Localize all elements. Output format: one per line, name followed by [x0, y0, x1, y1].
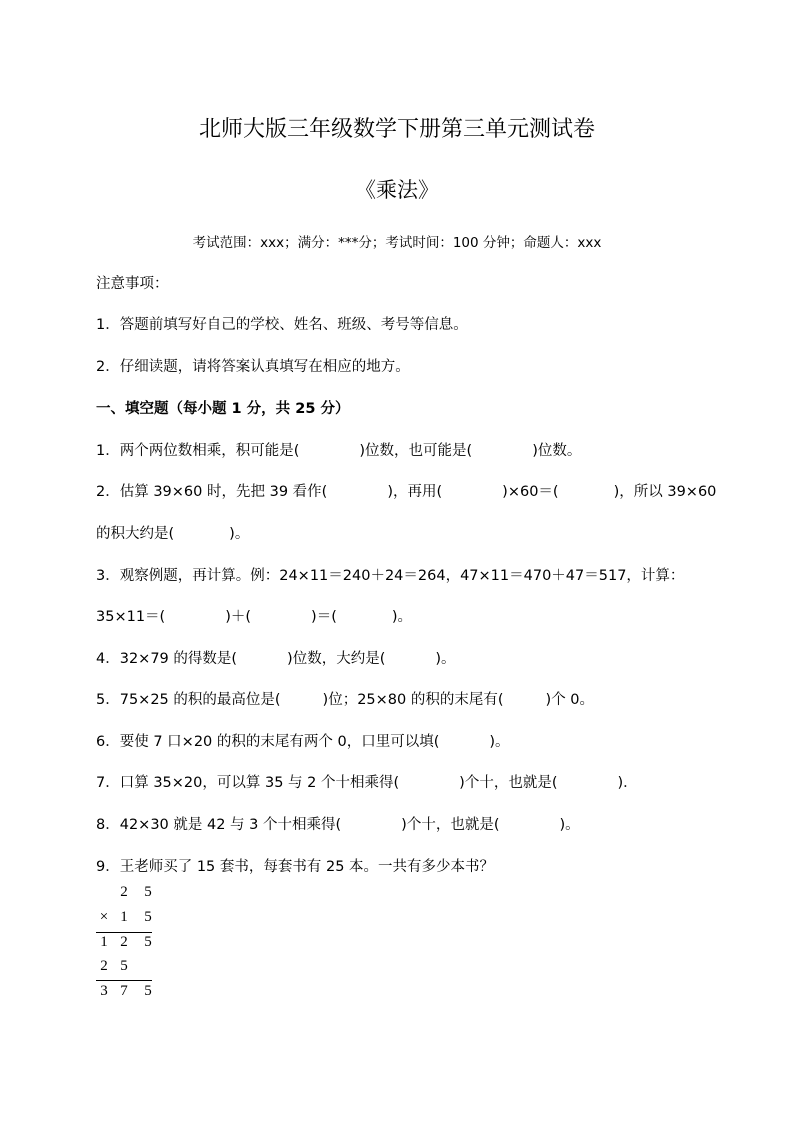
notice-heading: 注意事项： [96, 276, 169, 292]
calc-digit: 2 [120, 934, 128, 950]
question-7: 7．口算 35×20，可以算 35 与 2 个十相乘得( )个十，也就是( )． [96, 775, 638, 791]
calc-digit: 7 [120, 983, 128, 999]
question-3-cont: 35×11＝( )＋( )＝( )。 [96, 609, 413, 625]
page-title: 北师大版三年级数学下册第三单元测试卷 [198, 117, 595, 142]
calc-row [96, 983, 152, 1007]
calc-digit: 5 [144, 884, 152, 900]
question-8: 8．42×30 就是 42 与 3 个十相乘得( )个十，也就是( )。 [96, 817, 580, 833]
calc-rule [96, 932, 152, 933]
question-1: 1．两个两位数相乘，积可能是( )位数，也可能是( )位数。 [96, 443, 582, 459]
question-9: 9．王老师买了 15 套书，每套书有 25 本。一共有多少本书？ [96, 859, 495, 875]
calc-digit: 5 [120, 958, 128, 974]
calc-digit: × [99, 909, 109, 925]
page-subtitle: 《乘法》 [355, 178, 439, 202]
section-heading: 一、填空题（每小题 1 分，共 25 分） [96, 401, 350, 417]
question-2-cont: 的积大约是( )。 [96, 526, 250, 542]
question-4: 4．32×79 的得数是( )位数，大约是( )。 [96, 651, 456, 667]
exam-info: 考试范围：xxx；满分：***分；考试时间：100 分钟；命题人：xxx [192, 235, 602, 251]
notice-item-1: 1．答题前填写好自己的学校、姓名、班级、考号等信息。 [96, 317, 468, 333]
calc-row [96, 884, 152, 908]
calc-digit: 1 [100, 934, 108, 950]
calc-digit: 2 [120, 884, 128, 900]
calc-row [96, 958, 152, 982]
calc-row [96, 934, 152, 958]
calc-row [96, 909, 152, 933]
calc-digit: 3 [100, 983, 108, 999]
notice-item-2: 2．仔细读题，请将答案认真填写在相应的地方。 [96, 359, 410, 375]
question-3: 3．观察例题，再计算。例：24×11＝240＋24＝264，47×11＝470＋47＝517，计算： [96, 568, 685, 584]
calc-digit: 5 [144, 909, 152, 925]
calc-digit: 2 [100, 958, 108, 974]
question-2: 2．估算 39×60 时，先把 39 看作( )，再用( )×60＝( )，所以 39×60 [96, 484, 717, 500]
calc-digit: 1 [120, 909, 128, 925]
question-6: 6．要使 7 口×20 的积的末尾有两个 0，口里可以填( )。 [96, 734, 510, 750]
calc-rule [96, 980, 152, 981]
calc-digit: 5 [144, 934, 152, 950]
calc-digit: 5 [144, 983, 152, 999]
question-5: 5．75×25 的积的最高位是( )位；25×80 的积的末尾有( )个 0。 [96, 692, 595, 708]
